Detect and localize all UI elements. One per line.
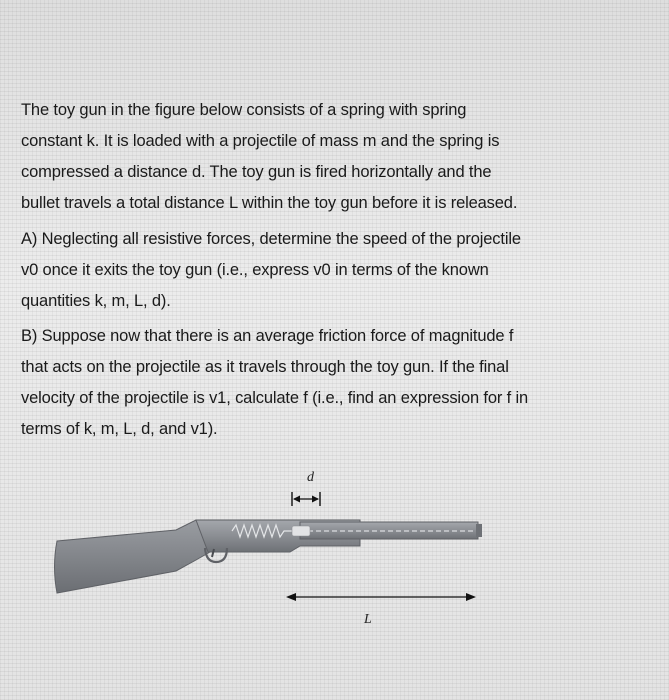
label-L: L [364,612,372,627]
intro-line-1: The toy gun in the figure below consists of a spring with spring [21,101,467,119]
part-a-line-3: quantities k, m, L, d). [21,292,171,310]
intro-line-4: bullet travels a total distance L within the toy gun before it is released. [21,194,518,212]
intro-line-3: compressed a distance d. The toy gun is fired horizontally and the [21,163,492,181]
d-arrowhead-right [312,496,319,503]
part-b-line-4: terms of k, m, L, d, and v1). [21,420,218,438]
L-arrowhead-right [466,593,476,601]
part-b-line-3: velocity of the projectile is v1, calculate f (i.e., find an expression for f in [21,389,529,407]
intro-line-2: constant k. It is loaded with a projectile of mass m and the spring is [21,132,500,150]
projectile [292,526,310,536]
label-d: d [307,470,314,485]
part-a-line-2: v0 once it exits the toy gun (i.e., express v0 in terms of the known [21,261,489,279]
barrel-muzzle [476,524,482,537]
L-arrowhead-left [286,593,296,601]
part-a-line-1: A) Neglecting all resistive forces, determine the speed of the projectile [21,230,521,248]
d-arrowhead-left [293,496,300,503]
gun-stock [55,520,213,593]
part-b-line-2: that acts on the projectile as it travels through the toy gun. If the final [21,358,509,376]
part-b-line-1: B) Suppose now that there is an average friction force of magnitude f [21,327,514,345]
